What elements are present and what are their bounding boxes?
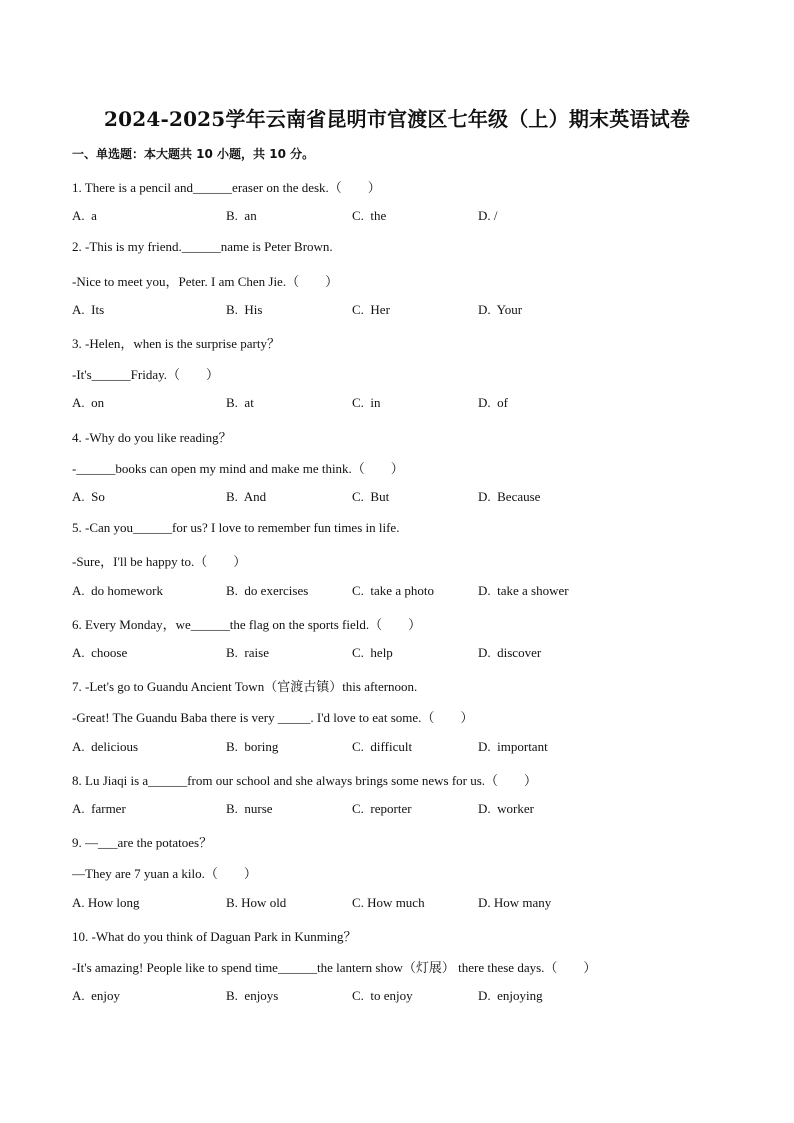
answer-option: A. So (72, 489, 105, 504)
answer-option: D. discover (478, 645, 542, 660)
answer-option: D. How many (478, 894, 552, 910)
answer-option: A. How long (72, 894, 140, 910)
answer-option: A. do homework (72, 582, 163, 598)
section-heading: 一、单选题：本大题共 10 小题，共 10 分。 (72, 147, 315, 161)
answer-option: B. How old (226, 894, 287, 910)
answer-option: C. in (352, 395, 381, 411)
question-stem: 2. -This is my friend.______name is Peter Brown. (72, 239, 333, 255)
page-title: 2024-2025学年云南省昆明市官渡区七年级（上）期末英语试卷 (103, 107, 691, 131)
answer-option: B. do exercises (226, 582, 309, 598)
answer-option: B. an (226, 208, 257, 224)
answer-option: C. But (352, 489, 390, 504)
question-stem: 9. —___are the potatoes？ (72, 835, 213, 851)
question-line: -It's amazing! People like to spend time______the lantern show（灯展） there these days.（ ） (72, 960, 597, 975)
answer-option: C. reporter (352, 801, 412, 816)
answer-option: C. to enjoy (352, 988, 413, 1004)
answer-option: D. / (478, 208, 498, 224)
question-line: -______books can open my mind and make me think.（ ） (72, 460, 404, 476)
question-line: —They are 7 yuan a kilo.（ ） (72, 866, 257, 882)
answer-option: D. enjoying (478, 988, 543, 1004)
answer-option: B. enjoys (226, 988, 279, 1004)
answer-option: D. important (478, 738, 548, 754)
answer-option: C. the (352, 208, 387, 224)
answer-option: D. of (478, 395, 508, 411)
question-line: -Sure，I'll be happy to.（ ） (72, 554, 247, 570)
answer-option: B. His (226, 301, 263, 317)
answer-option: A. delicious (72, 738, 139, 754)
question-stem: 4. -Why do you like reading？ (72, 429, 232, 445)
question-stem: 5. -Can you______for us? I love to remember fun times in life. (72, 520, 400, 536)
answer-option: A. choose (72, 645, 128, 660)
answer-option: C. How much (352, 894, 425, 910)
answer-option: D. worker (478, 801, 534, 816)
answer-option: A. Its (72, 301, 105, 317)
answer-option: C. Her (352, 301, 390, 317)
question-line: -It's______Friday.（ ） (72, 367, 220, 383)
answer-option: A. enjoy (72, 988, 121, 1004)
question-line: -Great! The Guandu Baba there is very _____. I'd love to eat some.（ ） (72, 710, 474, 726)
answer-option: C. take a photo (352, 582, 434, 598)
answer-option: A. a (72, 208, 97, 224)
question-line: -Nice to meet you，Peter. I am Chen Jie.（ ） (72, 273, 339, 289)
answer-option: C. help (352, 645, 393, 660)
answer-option: B. boring (226, 738, 279, 754)
answer-option: B. at (226, 395, 254, 411)
question-stem: 3. -Helen，when is the surprise party？ (72, 336, 280, 351)
answer-option: D. Your (478, 301, 523, 317)
question-stem: 10. -What do you think of Daguan Park in Kunming？ (72, 928, 357, 944)
answer-option: A. farmer (72, 801, 126, 816)
answer-option: B. raise (226, 645, 269, 660)
answer-option: B. And (226, 489, 267, 504)
answer-option: D. Because (478, 489, 541, 504)
question-stem: 6. Every Monday，we______the flag on the sports field.（ ） (72, 616, 422, 632)
answer-option: B. nurse (226, 801, 273, 816)
answer-option: D. take a shower (478, 582, 569, 598)
question-stem: 8. Lu Jiaqi is a______from our school and she always brings some news for us.（ ） (72, 772, 538, 788)
question-stem: 1. There is a pencil and______eraser on the desk.（ ） (72, 180, 381, 195)
question-stem: 7. -Let's go to Guandu Ancient Town（官渡古镇）this afternoon. (72, 679, 418, 695)
answer-option: A. on (72, 395, 105, 411)
answer-option: C. difficult (352, 738, 413, 754)
